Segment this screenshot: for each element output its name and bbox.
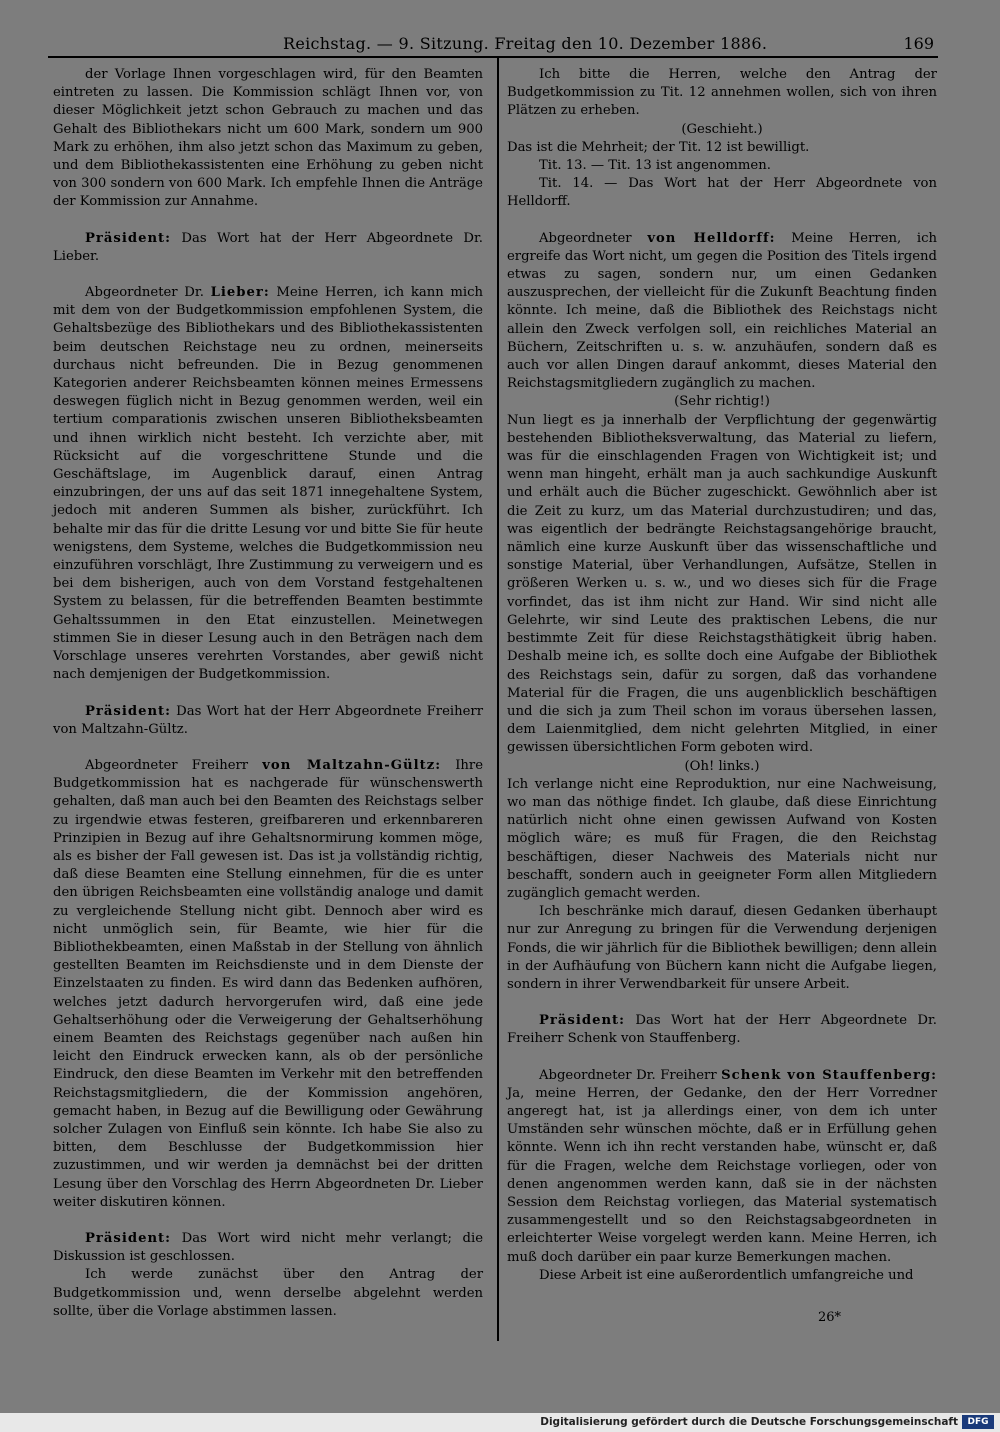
speaker-name: Präsident:	[85, 703, 172, 719]
paragraph-text: Das Wort hat der Herr Abgeordnete Freiherr von Maltzahn-Gültz.	[53, 703, 483, 737]
speaker-name: Präsident:	[85, 230, 172, 246]
paragraph	[507, 66, 937, 121]
paragraph	[53, 66, 483, 212]
footer-bar	[0, 1413, 1000, 1432]
paragraph-text: Das Wort hat der Herr Abgeordnete Dr. Freiherr Schenk von Stauffenberg.	[507, 1013, 937, 1047]
page-number: 169	[903, 34, 934, 53]
paragraph-text: Tit. 14. — Das Wort hat der Herr Abgeordnete von Helldorff.	[507, 176, 937, 210]
paragraph-text: (Geschieht.)	[681, 121, 763, 137]
speaker-prefix: Abgeordneter Dr. Freiherr	[539, 1067, 722, 1083]
paragraph-text: der Vorlage Ihnen vorgeschlagen wird, für den Beamten eintreten zu lassen. Die Kommission schlägt Ihnen vor, von dieser Möglichkeit jetzt schon Gebrauch zu machen und das Gehalt des Bibliothekars nicht um 600 Mark, sondern um 900 Mark zu erhöhen, ihm also jetzt schon das Maximum zu geben, und dem Bibliothekassistenten eine Erhöhung zu geben nicht von 300 sondern von 600 Mark. Ich empfehle Ihnen die Anträge der Kommission zur Annahme.	[53, 67, 483, 210]
paragraph	[507, 776, 937, 903]
paragraph-text: Das Wort wird nicht mehr verlangt; die Diskussion ist geschlossen.	[53, 1230, 483, 1265]
paragraph	[507, 230, 937, 394]
paragraph	[507, 412, 937, 758]
signature-mark: 26*	[818, 1310, 842, 1325]
paragraph-text: Diese Arbeit ist eine außerordentlich umfangreiche und	[539, 1267, 914, 1283]
speaker-prefix: Abgeordneter Dr.	[85, 285, 211, 301]
running-header	[48, 30, 938, 58]
speaker-name: von Maltzahn-Gültz:	[262, 757, 442, 773]
speaker-name: Schenk von Stauffenberg:	[721, 1067, 937, 1083]
speaker-name: Lieber:	[210, 285, 270, 301]
paragraph-text: Tit. 13. — Tit. 13 ist angenommen.	[539, 158, 771, 174]
paragraph-text: Meine Herren, ich ergreife das Wort nicht, um gegen die Position des Titels irgend etwas zu sagen, sondern nur, um einen Gedanken auszusprechen, der vielleicht für die Zukunft Beachtung finden könnte. Ich meine, daß die Bibliothek des Reichstags nicht allein den Zweck verfolgen soll, ein reichliches Material an Büchern, Zeitschriften u. s. w. anzuhäufen, sondern daß es auch vor allen Dingen darauf ankommt, dieses Material den Reichstagsmitgliedern zugänglich zu machen.	[507, 230, 938, 392]
paragraph-text: Meine Herren, ich kann mich mit dem von der Budgetkommission empfohlenen System, die Gehaltsbezüge des Bibliothekars und des Bibliothekassistenten beim deutschen Reichstage neu zu ordnen, meinerseits durchaus nicht befreunden. Die in Bezug genommenen Kategorien anderer Reichsbeamten können meines Ermessens deswegen füglich nicht in Bezug genommen werden, weil ein tertium comparationis zwischen unseren Bibliotheksbeamten und ihnen wirklich nicht besteht. Ich verzichte aber, mit Rücksicht auf die vorgeschrittene Stunde und die Geschäftslage, im Augenblick darauf, einen Antrag einzubringen, der uns auf das seit 1871 innegehaltene System, jedoch mit anderen Summen als bisher, zurückführt. Ich behalte mir das für die dritte Lesung vor und bitte Sie für heute wenigstens, dem Systeme, welches die Budgetkommission neu einzuführen vorschlägt, Ihre Zustimmung zu verweigern und es bei dem bisherigen, auch von dem Vorstand festgehaltenen System zu belassen, für die betreffenden Beamten bestimmte Gehaltssummen in den Etat einzustellen. Meinetwegen stimmen Sie in dieser Lesung auch in den Beträgen nach dem Vorschlage unseres verehrten Vorstandes, aber gewiß nicht nach demjenigen der Budgetkommission.	[53, 285, 483, 683]
paragraph	[507, 1012, 937, 1048]
paragraph-text: (Oh! links.)	[684, 758, 760, 774]
paragraph	[507, 139, 937, 157]
paragraph	[53, 230, 483, 266]
paragraph	[53, 757, 483, 1212]
right-column	[507, 66, 937, 1285]
speaker-prefix: Abgeordneter Freiherr	[85, 757, 263, 773]
paragraph-text: Nun liegt es ja innerhalb der Verpflichtung der gegenwärtig bestehenden Bibliotheksverwaltung, das Material zu liefern, was für die einschlagenden Fragen von Wichtigkeit ist; und wenn man hingeht, erhält man ja auch sachkundige Auskunft und erhält auch die Bücher zugeschickt. Gewöhnlich aber ist die Zeit zu kurz, um das Material durchzustudiren; und das, was eigentlich der bedrängte Reichstagsangehörige braucht, nämlich eine kurze Auskunft über das wissenschaftliche und sonstige Material, über Verhandlungen, Aufsätze, Stellen in größeren Werken u. s. w., und wo dieses sich für die Frage vorfindet, das ist ihm nicht zur Hand. Wir sind nicht alle Gelehrte, wir sind Leute des praktischen Lebens, die nur bestimmte Zeit für diese Reichstagsthätigkeit übrig haben. Deshalb meine ich, es sollte doch eine Aufgabe der Bibliothek des Reichstags sein, dafür zu sorgen, daß das vorhandene Material für die Fragen, die uns augenblicklich beschäftigen und die sich ja zum Theil schon im voraus übersehen lassen, dem Laienmitglied, dem nicht gelehrten Mitglied, in einer gewissen übersichtlichen Form geboten wird.	[507, 412, 937, 756]
running-title: Reichstag. — 9. Sitzung. Freitag den 10. Dezember 1886.	[283, 34, 768, 53]
funding-credit: Digitalisierung gefördert durch die Deutsche Forschungsgemeinschaft	[540, 1416, 958, 1428]
paragraph-text: Ja, meine Herren, der Gedanke, den der Herr Vorredner angeregt hat, ist ja allerdings einer, von dem ich unter Umständen sehr wünschen möchte, daß er in Erfüllung gehen könnte. Wenn ich ihn recht verstanden habe, wünscht er, daß für die Fragen, welche dem Reichstage vorliegen, oder von denen angenommen werden kann, daß sie in der nächsten Session dem Reichstag vorliegen, das Material systematisch zusammengestellt und so den Reichstagsabgeordneten in erleichterter Weise vorgelegt werden kann. Meine Herren, ich muß doch darüber ein paar kurze Bemerkungen machen.	[507, 1085, 937, 1265]
left-column	[53, 66, 483, 1321]
paragraph	[507, 903, 937, 994]
paragraph	[507, 157, 937, 175]
paragraph	[53, 1266, 483, 1321]
paragraph	[53, 1230, 483, 1266]
paragraph-text: Das Wort hat der Herr Abgeordnete Dr. Lieber.	[53, 230, 483, 264]
speaker-name: Präsident:	[539, 1013, 626, 1029]
paragraph-text: Ich verlange nicht eine Reproduktion, nur eine Nachweisung, wo man das nöthige findet. Ich glaube, daß diese Einrichtung natürlich nicht ohne einen gewissen Aufwand von Kosten möglich wäre; es muß für Fragen, die den Reichstag beschäftigen, dieser Nachweis des Materials nicht nur beschafft, sondern auch in geeigneter Form allen Mitgliedern zugänglich gemacht werden.	[507, 776, 937, 901]
paragraph	[507, 393, 937, 411]
paragraph-text: (Sehr richtig!)	[674, 394, 770, 410]
speaker-prefix: Abgeordneter	[539, 230, 648, 246]
dfg-logo: DFG	[962, 1415, 994, 1429]
paragraph	[53, 703, 483, 739]
paragraph	[507, 1067, 937, 1267]
paragraph-text: Ich bitte die Herren, welche den Antrag der Budgetkommission zu Tit. 12 annehmen wollen, sich von ihren Plätzen zu erheben.	[507, 67, 937, 119]
column-divider	[497, 58, 499, 1341]
speaker-name: von Helldorff:	[647, 230, 776, 246]
paragraph-text: Ich werde zunächst über den Antrag der Budgetkommission und, wenn derselbe abgelehnt werden sollte, über die Vorlage abstimmen lassen.	[53, 1267, 483, 1319]
paragraph	[507, 758, 937, 776]
paragraph	[53, 284, 483, 684]
paragraph-text: Das ist die Mehrheit; der Tit. 12 ist bewilligt.	[507, 139, 810, 155]
paragraph-text: Ich beschränke mich darauf, diesen Gedanken überhaupt nur zur Anregung zu bringen für die Verwendung derjenigen Fonds, die wir jährlich für die Bibliothek bewilligen; denn allein in der Aufhäufung von Büchern kann nicht die Aufgabe liegen, sondern in ihrer Verwendbarkeit für unsere Arbeit.	[507, 904, 937, 992]
paragraph-text: Ihre Budgetkommission hat es nachgerade für wünschenswerth gehalten, daß man auch bei den Beamten des Reichstags selber zu irgendwie etwas festeren, greifbareren und erkennbareren Prinzipien in Bezug auf ihre Gehaltsnormirung kommen möge, als es bisher der Fall gewesen ist. Das ist ja vollständig richtig, daß diese Beamten eine Stellung einnehmen, für die es unter den übrigen Reichsbeamten eine vollständig analoge und damit zu vergleichende Stellung nicht gibt. Dennoch aber wird es nicht unmöglich sein, für Beamte, wie hier für die Bibliothekbeamten, einen Maßstab in der Stellung von ähnlich gestellten Beamten im Reichsdienste und in dem Dienste der Einzelstaaten zu finden. Es wird dann das Bedenken aufhören, welches jetzt dadurch hervorgerufen wird, daß eine jede Gehaltserhöhung oder die Verweigerung der Gehaltserhöhung einem Beamten des Reichstags gegenüber nach außen hin leicht den Eindruck erwecken kann, als ob der persönliche Eindruck, den diese Beamten im Verkehr mit den betreffenden Reichstagsmitgliedern, die der Kommission angehören, gemacht haben, in Bezug auf die Bewilligung oder Gewährung solcher Zulagen von Einfluß sein könnte. Ich habe Sie also zu bitten, dem Beschlusse der Budgetkommission hier zuzustimmen, und wir werden ja demnächst bei der dritten Lesung über den Vorschlag des Herrn Abgeordneten Dr. Lieber weiter diskutiren können.	[53, 757, 483, 1210]
speaker-name: Präsident:	[85, 1230, 172, 1246]
paragraph	[507, 175, 937, 211]
paragraph	[507, 1267, 937, 1285]
paragraph	[507, 121, 937, 139]
